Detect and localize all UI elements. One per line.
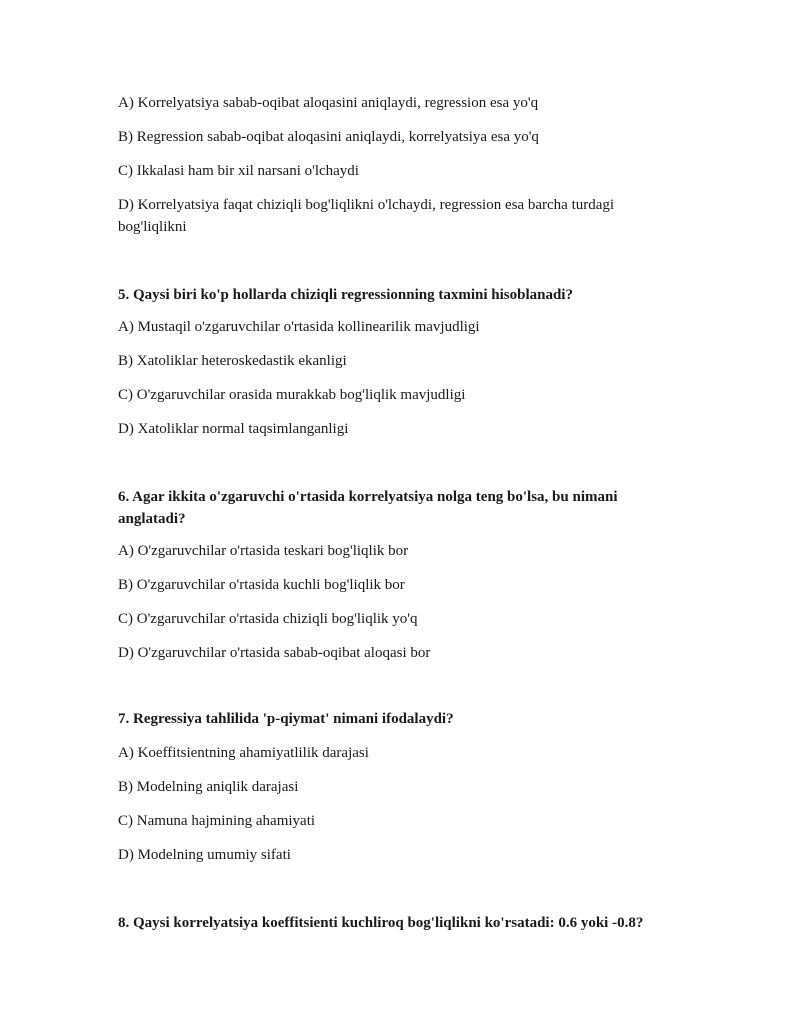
q7-option-c: C) Namuna hajmining ahamiyati xyxy=(118,813,316,829)
q4-option-d: D) Korrelyatsiya faqat chiziqli bog'liqlikni o'lchaydi, regression esa barcha turdagi bog'liqlikni xyxy=(118,197,615,235)
q5-option-b: B) Xatoliklar heteroskedastik ekanligi xyxy=(118,353,347,369)
q5-option-a: A) Mustaqil o'zgaruvchilar o'rtasida kollinearilik mavjudligi xyxy=(118,319,480,335)
q7-option-b: B) Modelning aniqlik darajasi xyxy=(118,779,299,795)
q5-option-c: C) O'zgaruvchilar orasida murakkab bog'liqlik mavjudligi xyxy=(118,387,466,403)
q6-option-d: D) O'zgaruvchilar o'rtasida sabab-oqibat aloqasi bor xyxy=(118,645,431,661)
q8-question: 8. Qaysi korrelyatsiya koeffitsienti kuchliroq bog'liqlikni ko'rsatadi: 0.6 yoki -0.8? xyxy=(118,915,644,931)
q4-option-c: C) Ikkalasi ham bir xil narsani o'lchaydi xyxy=(118,163,359,179)
q6-question: 6. Agar ikkita o'zgaruvchi o'rtasida korrelyatsiya nolga teng bo'lsa, bu nimani anglatadi? xyxy=(118,489,618,527)
q5-option-d: D) Xatoliklar normal taqsimlanganligi xyxy=(118,421,349,437)
q7-option-a: A) Koeffitsientning ahamiyatlilik darajasi xyxy=(118,745,369,761)
q7-question: 7. Regressiya tahlilida 'p-qiymat' nimani ifodalaydi? xyxy=(118,711,454,727)
q6-option-b: B) O'zgaruvchilar o'rtasida kuchli bog'liqlik bor xyxy=(118,577,405,593)
q4-option-a: A) Korrelyatsiya sabab-oqibat aloqasini aniqlaydi, regression esa yo'q xyxy=(118,95,539,111)
q6-option-c: C) O'zgaruvchilar o'rtasida chiziqli bog'liqlik yo'q xyxy=(118,611,418,627)
q6-option-a: A) O'zgaruvchilar o'rtasida teskari bog'liqlik bor xyxy=(118,543,409,559)
q4-option-b: B) Regression sabab-oqibat aloqasini aniqlaydi, korrelyatsiya esa yo'q xyxy=(118,129,539,145)
q5-question: 5. Qaysi biri ko'p hollarda chiziqli regressionning taxmini hisoblanadi? xyxy=(118,287,573,303)
q7-option-d: D) Modelning umumiy sifati xyxy=(118,847,291,863)
